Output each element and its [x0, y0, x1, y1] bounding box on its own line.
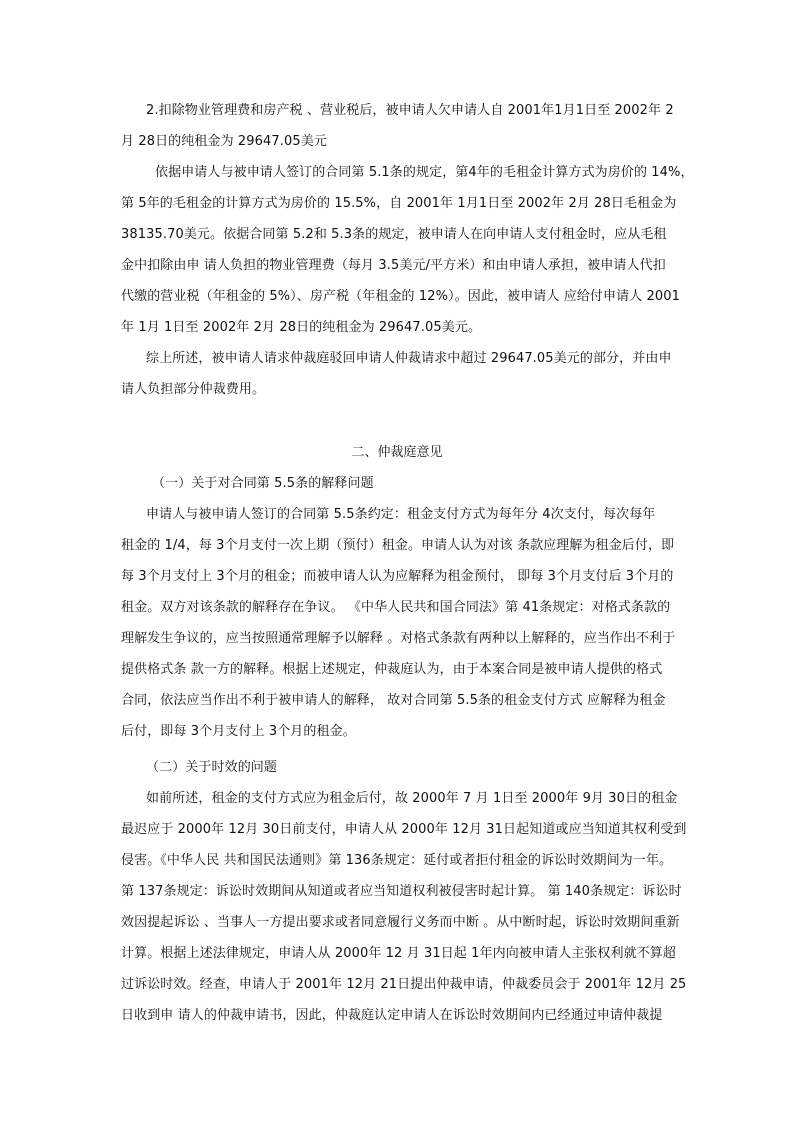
paragraph-line: 最迟应于 2000年 12月 30日前支付，申请人从 2000年 12月 31日起知道或应当知道其权利受到: [121, 822, 687, 837]
paragraph-line: 每 3个月支付上 3个月的租金；而被申请人认为应解释为租金预付， 即每 3个月支付后 3个月的: [121, 569, 674, 584]
paragraph-line: 第 5年的毛租金的计算方式为房价的 15.5%，自 2001年 1月1日至 2002年 2月 28日毛租金为: [121, 196, 677, 211]
paragraph-line: 理解发生争议的，应当按照通常理解予以解释 。对格式条款有两种以上解释的，应当作出不利于: [121, 631, 676, 646]
paragraph-line: 年 1月 1日至 2002年 2月 28日的纯租金为 29647.05美元。: [121, 320, 482, 335]
paragraph-line: 计算。根据上述法律规定，申请人从 2000年 12 月 31日起 1年内向被申请人主张权利就不算超: [121, 946, 677, 961]
paragraph-line: 侵害。《中华人民 共和国民法通则》第 136条规定：延付或者拒付租金的诉讼时效期间为一年。: [121, 853, 673, 868]
paragraph-line: 如前所述，租金的支付方式应为租金后付，故 2000年 7 月 1日至 2000年 9月 30日的租金: [146, 791, 678, 806]
section-heading: 二、仲裁庭意见: [351, 445, 443, 460]
subsection-heading: （一）关于对合同第 5.5条的解释问题: [152, 476, 374, 491]
paragraph-line: 提供格式条 款一方的解释。根据上述规定，仲裁庭认为，由于本案合同是被申请人提供的格式: [121, 662, 663, 677]
paragraph-line: 租金的 1/4，每 3个月支付一次上期（预付）租金。申请人认为对该 条款应理解为租金后付，即: [121, 538, 675, 553]
paragraph-line: 依据申请人与被申请人签订的合同第 5.1条的规定，第4年的毛租金计算方式为房价的 14%，: [155, 165, 694, 180]
paragraph-line: 过诉讼时效。经查，申请人于 2001年 12月 21日提出仲裁申请，仲裁委员会于 2001年 12月 25: [121, 977, 687, 992]
paragraph-line: 月 28日的纯租金为 29647.05美元: [121, 134, 327, 149]
paragraph-line: 合同，依法应当作出不利于被申请人的解释， 故对合同第 5.5条的租金支付方式 应解释为租金: [121, 693, 666, 708]
paragraph-line: 后付，即每 3个月支付上 3个月的租金。: [121, 724, 356, 739]
paragraph-line: 租金。双方对该条款的解释存在争议。 《中华人民共和国合同法》第 41条规定：对格式条款的: [121, 600, 671, 615]
paragraph-line: 综上所述，被申请人请求仲裁庭驳回申请人仲裁请求中超过 29647.05美元的部分，并由申: [146, 351, 672, 366]
paragraph-line: 申请人与被申请人签订的合同第 5.5条约定：租金支付方式为每年分 4次支付，每次每年: [146, 507, 656, 522]
subsection-heading: （二）关于时效的问题: [146, 760, 278, 775]
paragraph-line: 日收到申 请人的仲裁申请书，因此，仲裁庭认定申请人在诉讼时效期间内已经通过申请仲裁提: [121, 1008, 663, 1023]
paragraph-line: 金中扣除由申 请人负担的物业管理费（每月 3.5美元/平方米）和由申请人承担，被申请人代扣: [121, 258, 666, 273]
paragraph-line: 效因提起诉讼 、当事人一方提出要求或者同意履行义务而中断 。从中断时起，诉讼时效期间重新: [121, 915, 680, 930]
paragraph-line: 代缴的营业税（年租金的 5%）、房产税（年租金的 12%）。因此，被申请人 应给付申请人 2001: [121, 289, 681, 304]
paragraph-line: 请人负担部分仲裁费用。: [121, 382, 266, 397]
paragraph-line: 38135.70美元。依据合同第 5.2和 5.3条的规定，被申请人在向申请人支付租金时，应从毛租: [121, 227, 667, 242]
paragraph-line: 2.扣除物业管理费和房产税 、营业税后，被申请人欠申请人自 2001年1月1日至 2002年 2: [146, 103, 674, 118]
paragraph-line: 第 137条规定：诉讼时效期间从知道或者应当知道权利被侵害时起计算。 第 140条规定：诉讼时: [121, 884, 682, 899]
